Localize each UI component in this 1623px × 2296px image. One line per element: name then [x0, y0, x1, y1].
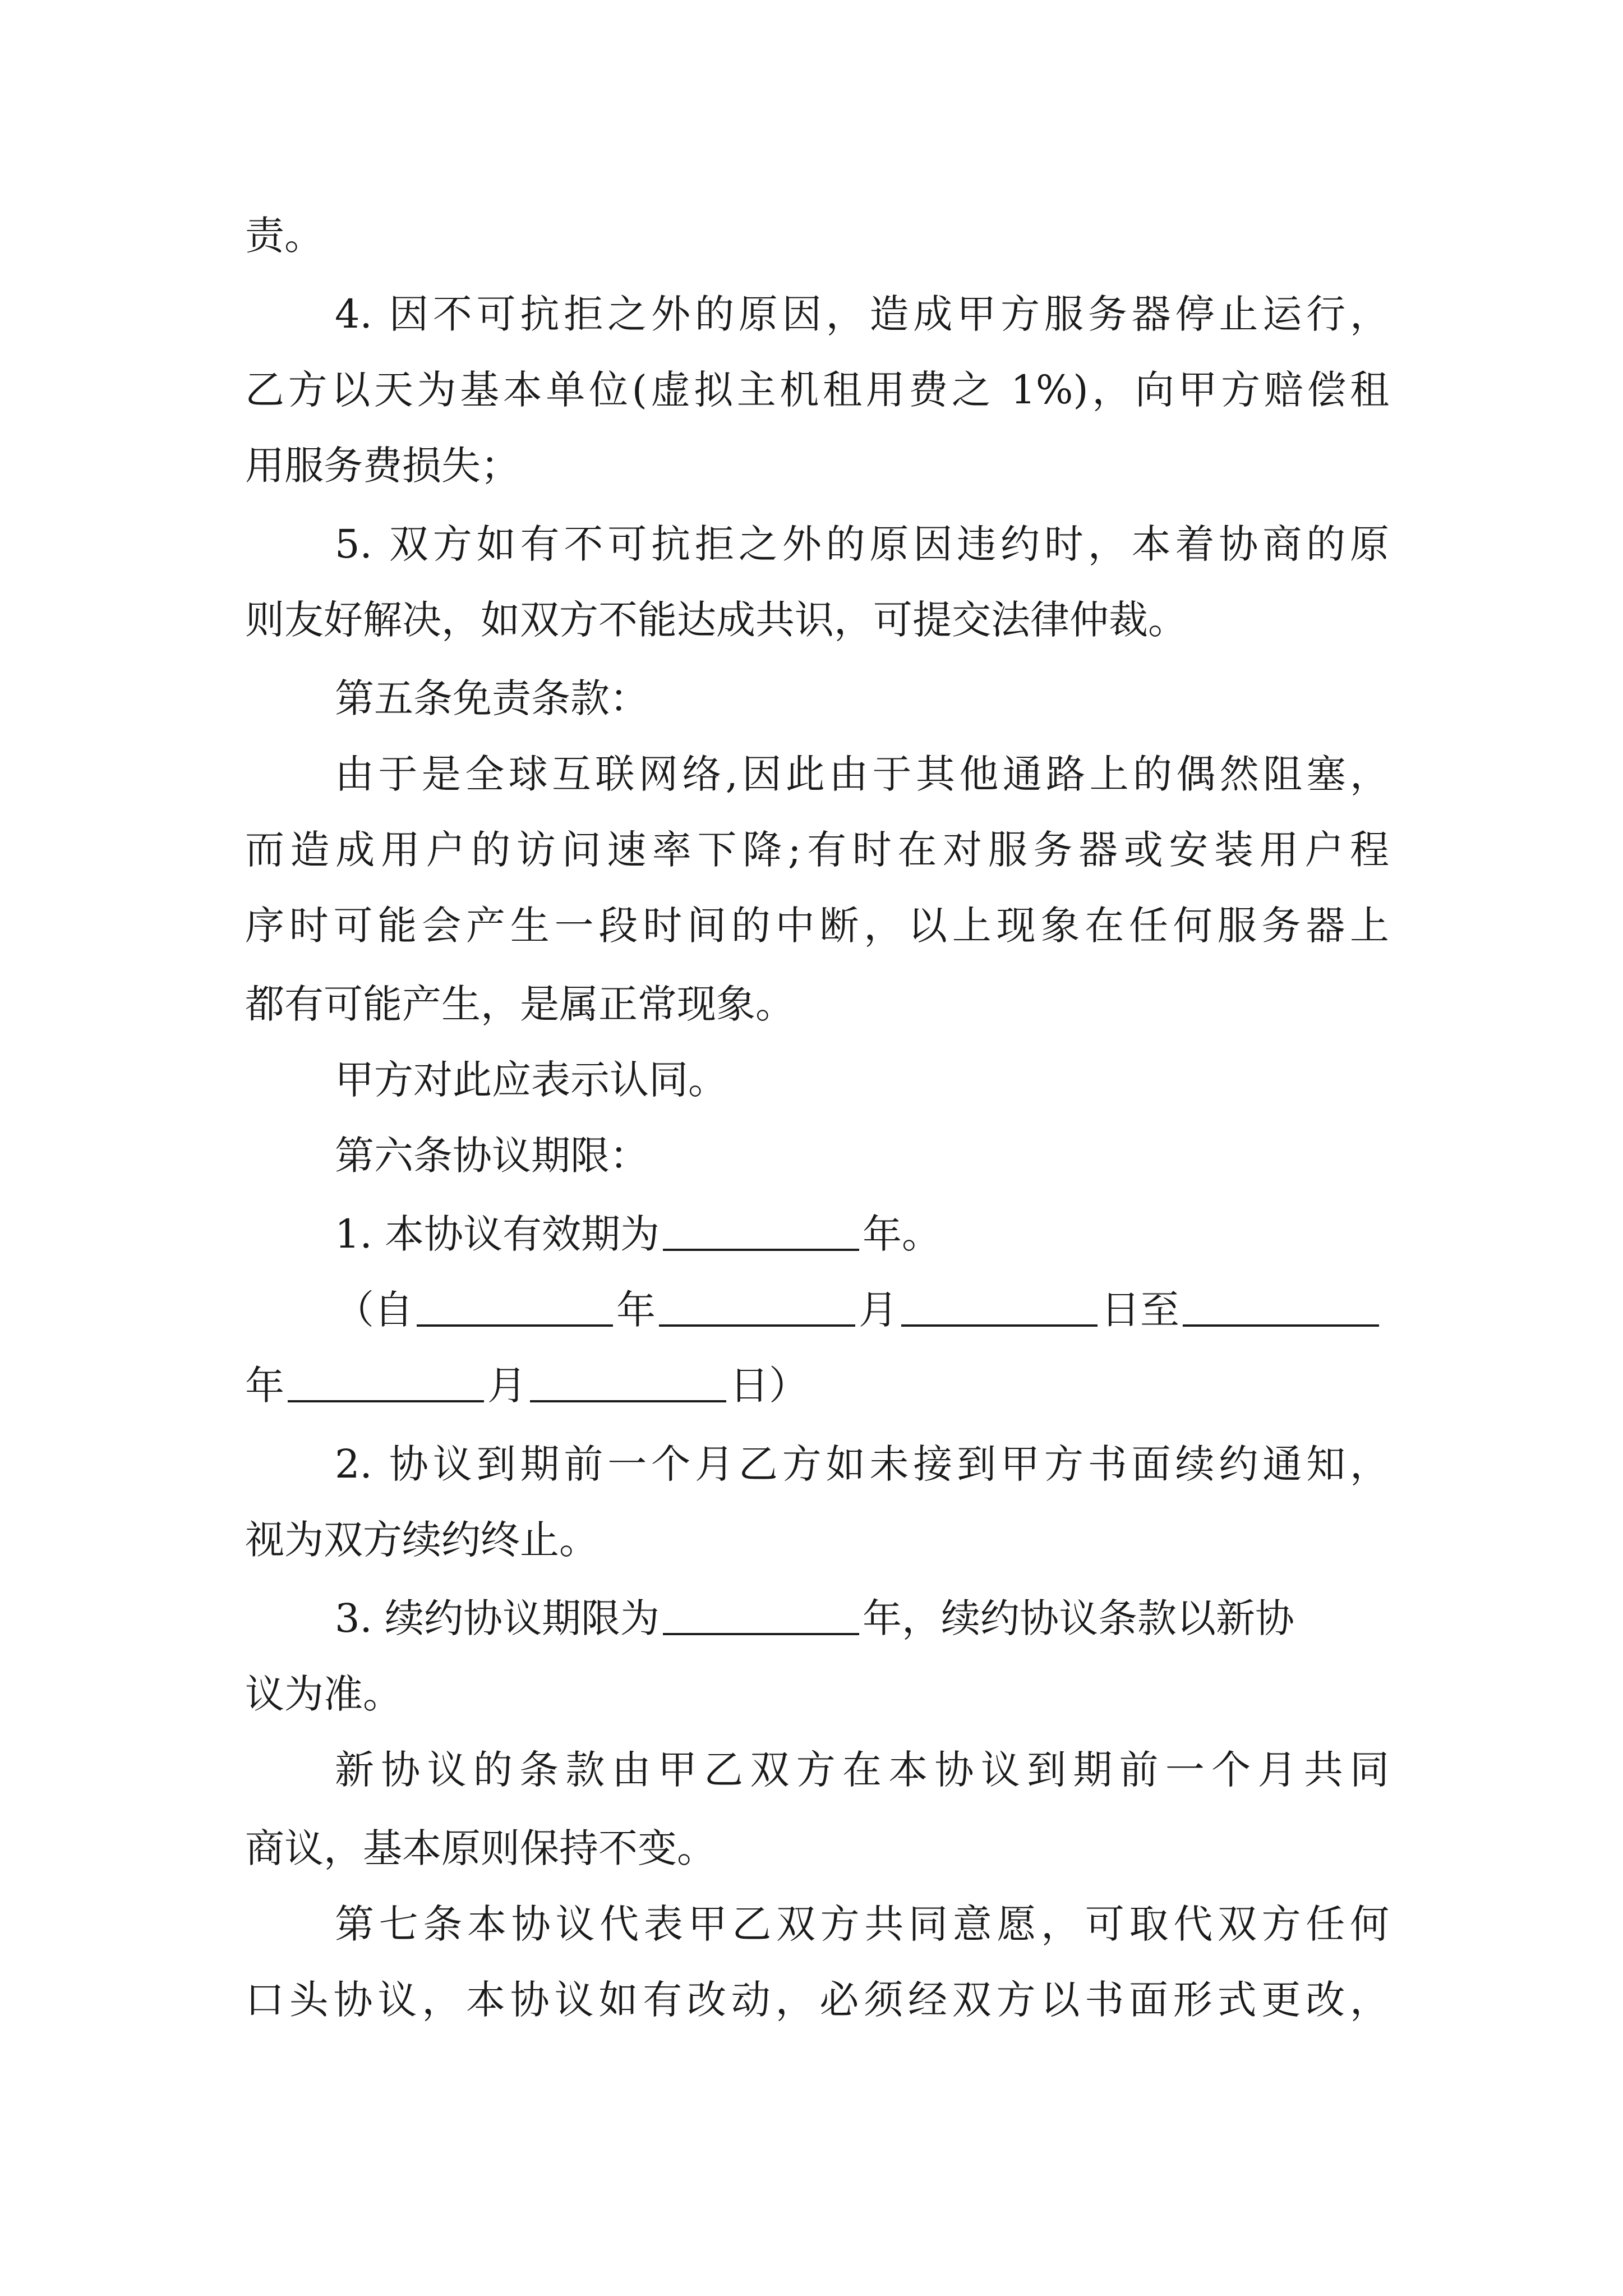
- text-segment: 而造成用户的访问速率下降;有时在对服务器或安装用户程: [245, 827, 1389, 873]
- text-line: [335, 1590, 1389, 1646]
- text-line: [245, 1358, 1389, 1414]
- text-line: [335, 1742, 1389, 1798]
- text-segment: 责。: [245, 213, 324, 259]
- text-line: [245, 1512, 1389, 1568]
- text-segment: （自: [335, 1287, 413, 1333]
- text-line: [245, 438, 1389, 494]
- section-heading: [335, 1128, 1389, 1184]
- text-line: [245, 208, 1389, 264]
- blank-field: [1183, 1285, 1379, 1327]
- text-segment: 2. 协议到期前一个月乙方如未接到甲方书面续约通知，: [335, 1441, 1389, 1487]
- text-segment: 日）: [730, 1363, 808, 1409]
- text-segment: 年: [245, 1363, 284, 1409]
- text-segment: 月: [487, 1363, 527, 1409]
- text-segment: 月: [859, 1287, 898, 1333]
- text-segment: 都有可能产生，是属正常现象。: [245, 981, 795, 1027]
- text-segment: 4. 因不可抗拒之外的原因，造成甲方服务器停止运行，: [335, 291, 1389, 337]
- text-line: [335, 746, 1389, 802]
- text-segment: 议为准。: [245, 1671, 402, 1717]
- text-segment: 3. 续约协议期限为: [335, 1595, 660, 1641]
- text-segment: 5. 双方如有不可抗拒之外的原因违约时，本着协商的原: [335, 521, 1389, 567]
- text-segment: 由于是全球互联网络,因此由于其他通路上的偶然阻塞，: [335, 751, 1389, 797]
- text-segment: 年。: [863, 1211, 942, 1257]
- blank-field: [663, 1209, 859, 1251]
- text-segment: 视为双方续约终止。: [245, 1517, 598, 1563]
- text-line: [245, 1666, 1389, 1722]
- text-line: [335, 1282, 1389, 1338]
- text-segment: 年，续约协议条款以新协: [863, 1595, 1295, 1641]
- text-segment: 则友好解决，如双方不能达成共识，可提交法律仲裁。: [245, 597, 1187, 643]
- blank-field: [530, 1361, 726, 1402]
- text-segment: 第五条免责条款：: [335, 675, 649, 721]
- text-line: [245, 362, 1389, 418]
- text-line: [245, 1972, 1389, 2028]
- text-line: [245, 1820, 1389, 1876]
- text-segment: 用服务费损失；: [245, 443, 520, 489]
- text-segment: 序时可能会产生一段时间的中断，以上现象在任何服务器上: [245, 903, 1389, 949]
- blank-field: [663, 1594, 859, 1635]
- text-segment: 新协议的条款由甲乙双方在本协议到期前一个月共同: [335, 1747, 1389, 1793]
- text-line: [245, 592, 1389, 648]
- text-line: [335, 1206, 1389, 1262]
- text-segment: 乙方以天为基本单位(虚拟主机租用费之 1%)，向甲方赔偿租: [245, 367, 1389, 413]
- text-segment: 口头协议，本协议如有改动，必须经双方以书面形式更改，: [245, 1977, 1389, 2023]
- text-segment: 甲方对此应表示认同。: [335, 1057, 727, 1103]
- section-heading: [335, 670, 1389, 726]
- text-segment: 日至: [1101, 1287, 1179, 1333]
- text-line: [245, 898, 1389, 954]
- text-line: [245, 822, 1389, 878]
- text-segment: 年: [616, 1287, 656, 1333]
- text-line: [335, 1896, 1389, 1952]
- text-line: [245, 976, 1389, 1032]
- text-segment: 第七条本协议代表甲乙双方共同意愿，可取代双方任何: [335, 1901, 1389, 1947]
- text-line: [335, 286, 1389, 342]
- blank-field: [901, 1285, 1098, 1327]
- text-line: [335, 1436, 1389, 1492]
- blank-field: [659, 1285, 855, 1327]
- text-segment: 1. 本协议有效期为: [335, 1211, 660, 1257]
- text-segment: 第六条协议期限：: [335, 1133, 649, 1179]
- blank-field: [417, 1285, 613, 1327]
- text-segment: 商议，基本原则保持不变。: [245, 1825, 716, 1871]
- text-line: [335, 516, 1389, 572]
- text-line: [335, 1052, 1389, 1108]
- blank-field: [288, 1361, 484, 1402]
